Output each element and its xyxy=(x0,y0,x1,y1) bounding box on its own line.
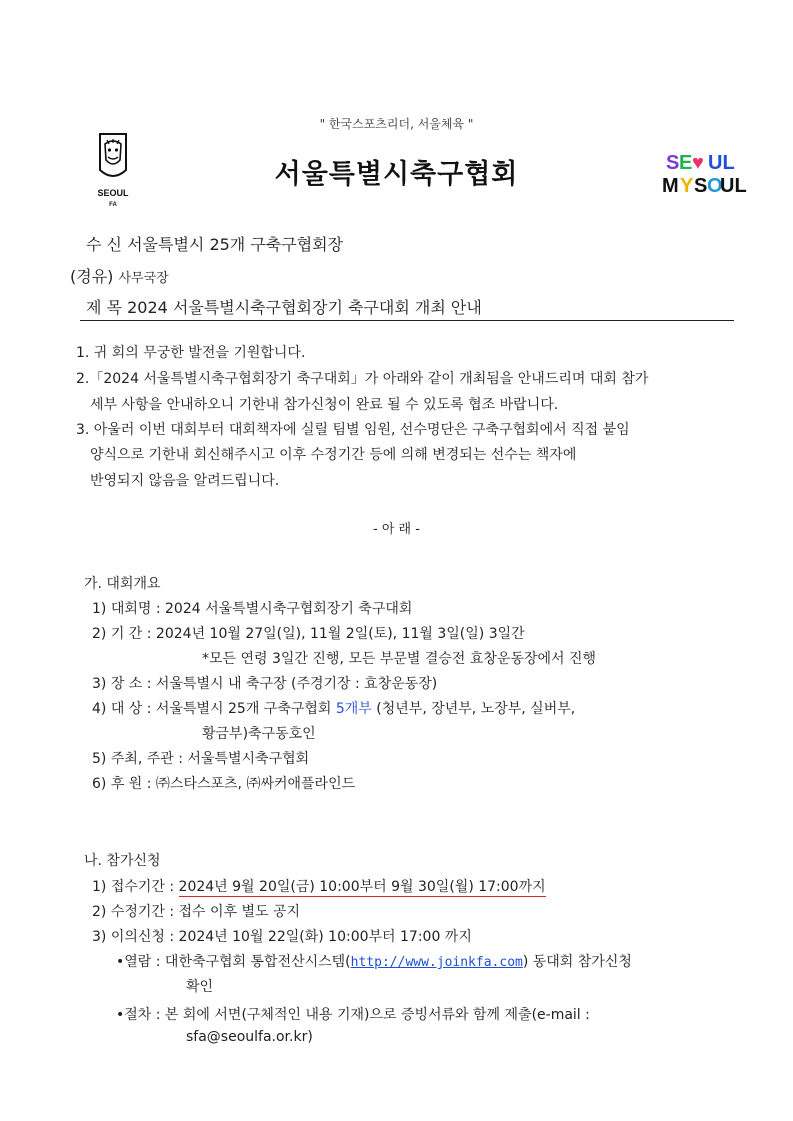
via-value: 사무국장 xyxy=(118,271,169,286)
ga-item-4-cont: 황금부)축구동호인 xyxy=(202,726,316,742)
na-bullet-1-cont: 확인 xyxy=(186,979,214,995)
subject-line: 제 목 2024 서울특별시축구협회장기 축구대회 개최 안내 xyxy=(86,298,482,317)
na-bullet-2-cont[interactable]: sfa@seoulfa.or.kr) xyxy=(186,1029,313,1045)
via-label: (경유) xyxy=(70,267,114,286)
below-heading: - 아 래 - xyxy=(373,522,420,537)
na-item-2: 2) 수정기간 : 접수 이후 별도 공지 xyxy=(92,904,301,920)
na-bullet-2: •절차 : 본 회에 서면(구체적인 내용 기재)으로 증빙서류와 함께 제출(e-mail : xyxy=(116,1007,590,1023)
section-ga-title: 가. 대회개요 xyxy=(84,576,161,592)
svg-text:S: S xyxy=(694,175,708,197)
heart-icon: ♥ xyxy=(692,152,704,174)
svg-text:S: S xyxy=(666,152,680,174)
header-divider xyxy=(80,320,734,321)
svg-text:O: O xyxy=(707,175,723,197)
org-name: 서울특별시축구협회 xyxy=(274,159,519,190)
seoul-my-soul-logo xyxy=(660,148,747,198)
slogan: " 한국스포츠리더, 서울체육 " xyxy=(319,117,474,131)
svg-text:UL: UL xyxy=(720,175,747,197)
paragraph-3-line-2: 양식으로 기한내 회신해주시고 이후 수정기간 등에 의해 변경되는 선수는 책자에 xyxy=(90,447,577,463)
joinkfa-link[interactable]: http://www.joinkfa.com xyxy=(350,955,523,970)
na-item-1: 1) 접수기간 : 2024년 9월 20일(금) 10:00부터 9월 30일(월) 17:00까지 xyxy=(92,879,546,895)
paragraph-2-line-1: 2.「2024 서울특별시축구협회장기 축구대회」가 아래와 같이 개최됨을 안내드리며 대회 참가 xyxy=(76,371,649,387)
na-item-3: 3) 이의신청 : 2024년 10월 22일(화) 10:00부터 17:00 까지 xyxy=(92,929,472,945)
logo-seoul-text: SEOUL xyxy=(97,188,129,198)
ga-item-2-note: *모든 연령 3일간 진행, 모든 부문별 결승전 효창운동장에서 진행 xyxy=(202,651,597,667)
svg-text:M: M xyxy=(662,175,679,197)
ga-item-2: 2) 기 간 : 2024년 10월 27일(일), 11월 2일(토), 11월 3일(일) 3일간 xyxy=(92,626,525,642)
ga-item-3: 3) 장 소 : 서울특별시 내 축구장 (주경기장 : 효창운동장) xyxy=(92,676,438,692)
paragraph-3-line-1: 3. 아울러 이번 대회부터 대회책자에 실릴 팀별 임원, 선수명단은 구축구협회에서 직접 붙임 xyxy=(76,422,630,438)
ga-item-4: 4) 대 상 : 서울특별시 25개 구축구협회 5개부 (청년부, 장년부, 노장부, 실버부, xyxy=(92,701,576,717)
svg-text:Y: Y xyxy=(680,175,694,197)
ga-item-6: 6) 후 원 : ㈜스타스포츠, ㈜싸커애플라인드 xyxy=(92,776,356,792)
svg-text:UL: UL xyxy=(708,152,735,174)
na-bullet-1: •열람 : 대한축구협회 통합전산시스템(http://www.joinkfa.com) 동대회 참가신청 xyxy=(116,954,632,970)
section-na-title: 나. 참가신청 xyxy=(84,853,161,869)
paragraph-1: 1. 귀 회의 무궁한 발전을 기원합니다. xyxy=(76,345,306,361)
svg-text:E: E xyxy=(679,152,693,174)
logo-fa-text: FA xyxy=(109,202,117,208)
recipient-line: 수 신 서울특별시 25개 구축구협회장 xyxy=(86,235,344,254)
paragraph-2-line-2: 세부 사항을 안내하오니 기한내 참가신청이 완료 될 수 있도록 협조 바랍니다. xyxy=(90,397,559,413)
ga-item-1: 1) 대회명 : 2024 서울특별시축구협회장기 축구대회 xyxy=(92,601,413,617)
highlight-divisions: 5개부 xyxy=(335,701,372,717)
application-period: 2024년 9월 20일(금) 10:00부터 9월 30일(월) 17:00까지 xyxy=(178,879,546,895)
ga-item-5: 5) 주최, 주관 : 서울특별시축구협회 xyxy=(92,751,310,767)
via-line xyxy=(70,264,169,287)
paragraph-3-line-3: 반영되지 않음을 알려드립니다. xyxy=(90,473,280,489)
